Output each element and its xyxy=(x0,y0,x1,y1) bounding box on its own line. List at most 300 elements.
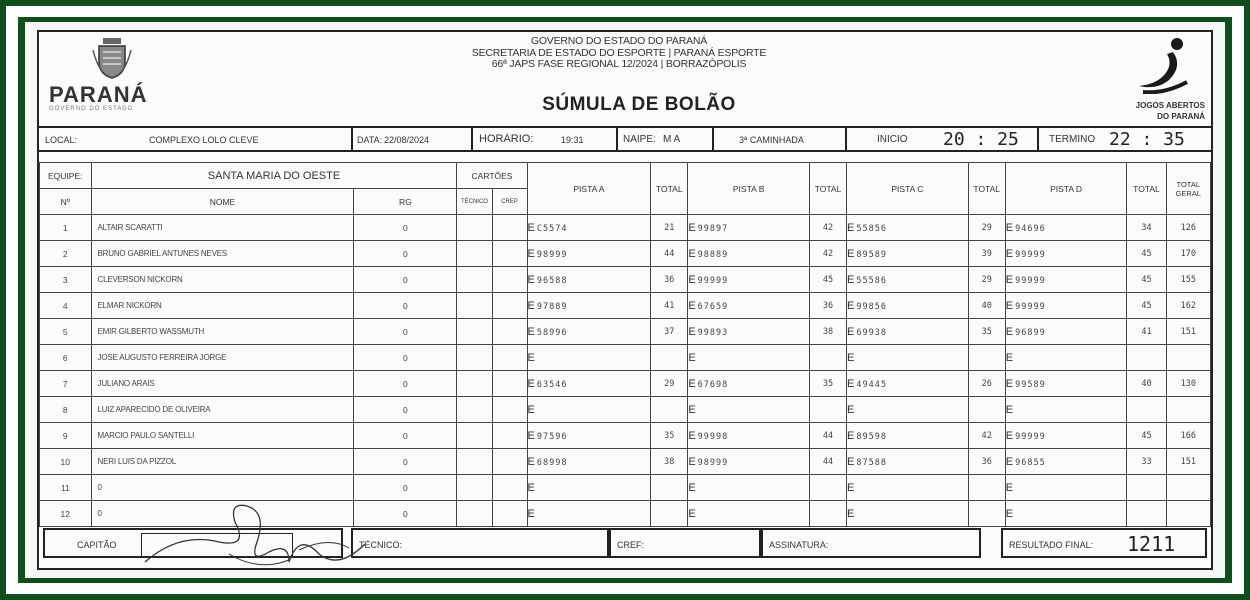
player-name: MARCIO PAULO SANTELLI xyxy=(91,423,354,449)
pista-d-frames: 96899 xyxy=(1015,327,1046,338)
player-number: 3 xyxy=(40,267,92,293)
player-rg: 0 xyxy=(354,215,457,241)
scoresheet xyxy=(37,30,1213,570)
pista-b-header: PISTA B xyxy=(688,163,810,215)
pista-d-total: 45 xyxy=(1127,267,1166,293)
logo-wordmark: PARANÁ xyxy=(49,82,148,107)
pista-b-scores xyxy=(688,371,810,397)
horario-label: HORÁRIO: xyxy=(479,133,534,145)
info-bar xyxy=(39,126,1211,152)
athlete-icon xyxy=(1133,36,1193,94)
lane-marker: E xyxy=(1005,481,1015,494)
pista-a-total: 44 xyxy=(651,241,688,267)
pista-a-total: 35 xyxy=(651,423,688,449)
local-label: LOCAL: xyxy=(45,135,78,145)
card-crep-cell xyxy=(492,397,527,423)
pista-a-total: 29 xyxy=(651,371,688,397)
player-row xyxy=(40,397,1211,423)
player-name: JULIANO ARAIS xyxy=(91,371,354,397)
lane-marker: E xyxy=(1005,351,1015,364)
pista-a-frames: 58996 xyxy=(536,327,568,338)
player-row xyxy=(40,293,1211,319)
pista-b-total: 35 xyxy=(809,371,846,397)
tecnico-box xyxy=(351,528,609,558)
player-name: NERI LUIS DA PIZZOL xyxy=(91,449,354,475)
lane-marker: E xyxy=(1005,273,1015,286)
card-tecnico-cell xyxy=(457,293,492,319)
pista-b-scores xyxy=(688,475,810,501)
lane-marker: E xyxy=(1005,403,1015,416)
table-header-row-1 xyxy=(40,163,1211,189)
pista-a-scores xyxy=(527,371,651,397)
pista-d-total: 45 xyxy=(1127,293,1166,319)
pista-d-scores xyxy=(1005,241,1127,267)
cartoes-label: CARTÕES xyxy=(457,163,527,189)
lane-marker: E xyxy=(688,247,697,260)
player-row xyxy=(40,423,1211,449)
lane-marker: E xyxy=(527,403,536,416)
rg-header: RG xyxy=(354,189,457,215)
pista-a-frames: 96588 xyxy=(536,275,568,286)
player-rg: 0 xyxy=(354,475,457,501)
lane-marker: E xyxy=(527,221,536,234)
lane-marker: E xyxy=(688,377,697,390)
card-crep-cell xyxy=(492,371,527,397)
card-crep-cell xyxy=(492,241,527,267)
card-crep-cell xyxy=(492,449,527,475)
jogos-abertos-text: JOGOS ABERTOS DO PARANÁ xyxy=(1135,101,1205,121)
player-name: ELMAR NICKORN xyxy=(91,293,354,319)
pista-c-frames: 49445 xyxy=(856,379,887,390)
pista-d-total xyxy=(1127,345,1166,371)
sheet-header xyxy=(399,36,839,71)
pista-d-frames: 99999 xyxy=(1015,301,1046,312)
pista-b-total: 36 xyxy=(809,293,846,319)
total-geral: 162 xyxy=(1166,293,1210,319)
player-row xyxy=(40,215,1211,241)
signature-scribble xyxy=(139,492,369,572)
total-b-header: TOTAL xyxy=(809,163,846,215)
pista-c-scores xyxy=(847,215,969,241)
pista-b-scores xyxy=(688,397,810,423)
pista-c-frames: 69938 xyxy=(856,327,887,338)
total-geral-header: TOTAL GERAL xyxy=(1166,163,1210,215)
termino-value: 22 : 35 xyxy=(1109,129,1185,150)
pista-b-total xyxy=(809,397,846,423)
lane-marker: E xyxy=(1005,377,1015,390)
card-crep-cell xyxy=(492,423,527,449)
player-number: 12 xyxy=(40,501,92,527)
pista-b-frames: 99998 xyxy=(697,431,729,442)
pista-b-frames: 98999 xyxy=(697,457,729,468)
total-geral: 130 xyxy=(1166,371,1210,397)
card-tecnico-cell xyxy=(457,475,492,501)
player-number: 1 xyxy=(40,215,92,241)
local-value: COMPLEXO LOLO CLEVE xyxy=(149,135,259,145)
pista-a-scores xyxy=(527,449,651,475)
card-tecnico-cell xyxy=(457,215,492,241)
header-line-3: 66ª JAPS FASE REGIONAL 12/2024 | BORRAZÓPOLIS xyxy=(491,58,747,70)
player-row xyxy=(40,241,1211,267)
jogos-abertos-logo xyxy=(1097,36,1207,128)
player-rg: 0 xyxy=(354,397,457,423)
pista-a-total xyxy=(651,397,688,423)
resultado-label: RESULTADO FINAL: xyxy=(1009,540,1094,550)
naipe-label: NAIPE: xyxy=(623,134,656,145)
lane-marker: E xyxy=(847,325,856,338)
inicio-label: INÍCIO xyxy=(877,134,908,145)
lane-marker: E xyxy=(527,299,536,312)
player-number: 9 xyxy=(40,423,92,449)
pista-a-frames: 63546 xyxy=(536,379,568,390)
player-rg: 0 xyxy=(354,501,457,527)
player-name: JOSE AUGUSTO FERREIRA JORGE xyxy=(91,345,354,371)
lane-marker: E xyxy=(688,507,697,520)
lane-marker: E xyxy=(527,247,536,260)
pista-d-scores xyxy=(1005,397,1127,423)
pista-a-frames: 68998 xyxy=(536,457,568,468)
card-tecnico-cell xyxy=(457,397,492,423)
player-rg: 0 xyxy=(354,371,457,397)
pista-a-total: 38 xyxy=(651,449,688,475)
equipe-value: SANTA MARIA DO OESTE xyxy=(91,163,457,189)
pista-c-frames: 87588 xyxy=(856,457,887,468)
lane-marker: E xyxy=(1005,325,1015,338)
pista-c-total: 29 xyxy=(968,215,1005,241)
player-number: 5 xyxy=(40,319,92,345)
player-number: 8 xyxy=(40,397,92,423)
pista-d-scores xyxy=(1005,423,1127,449)
player-row xyxy=(40,267,1211,293)
pista-b-total xyxy=(809,345,846,371)
card-crep-cell xyxy=(492,293,527,319)
total-geral: 126 xyxy=(1166,215,1210,241)
pista-c-scores xyxy=(847,319,969,345)
pista-c-total xyxy=(968,397,1005,423)
total-d-header: TOTAL xyxy=(1127,163,1166,215)
player-number: 11 xyxy=(40,475,92,501)
caminhada-value: 3ª CAMINHADA xyxy=(739,135,804,145)
pista-b-frames: 98889 xyxy=(697,249,729,260)
pista-b-total: 42 xyxy=(809,215,846,241)
player-row xyxy=(40,449,1211,475)
pista-d-frames: 99999 xyxy=(1015,275,1046,286)
lane-marker: E xyxy=(527,507,536,520)
assinatura-label: ASSINATURA: xyxy=(769,540,829,550)
pista-c-scores xyxy=(847,371,969,397)
scoresheet-paper xyxy=(25,22,1225,578)
player-number: 6 xyxy=(40,345,92,371)
pista-d-total: 34 xyxy=(1127,215,1166,241)
pista-a-total xyxy=(651,345,688,371)
pista-b-scores xyxy=(688,267,810,293)
lane-marker: E xyxy=(688,325,697,338)
pista-b-scores xyxy=(688,449,810,475)
pista-d-scores xyxy=(1005,215,1127,241)
pista-c-scores xyxy=(847,475,969,501)
lane-marker: E xyxy=(847,351,856,364)
pista-b-frames: 67698 xyxy=(697,379,729,390)
total-a-header: TOTAL xyxy=(651,163,688,215)
lane-marker: E xyxy=(1005,429,1015,442)
total-geral: 151 xyxy=(1166,319,1210,345)
pista-c-total: 40 xyxy=(968,293,1005,319)
player-rg: 0 xyxy=(354,423,457,449)
lane-marker: E xyxy=(688,221,697,234)
pista-d-scores xyxy=(1005,345,1127,371)
pista-a-total: 36 xyxy=(651,267,688,293)
pista-a-scores xyxy=(527,345,651,371)
pista-b-frames: 99893 xyxy=(697,327,729,338)
pista-b-total: 42 xyxy=(809,241,846,267)
pista-a-frames: 98999 xyxy=(536,249,568,260)
lane-marker: E xyxy=(1005,455,1015,468)
pista-d-frames: 94696 xyxy=(1015,223,1046,234)
lane-marker: E xyxy=(527,455,536,468)
pista-c-frames: 89589 xyxy=(856,249,887,260)
lane-marker: E xyxy=(527,377,536,390)
pista-c-header: PISTA C xyxy=(847,163,969,215)
pista-b-total: 44 xyxy=(809,449,846,475)
pista-d-frames: 99999 xyxy=(1015,431,1046,442)
lane-marker: E xyxy=(1005,507,1015,520)
pista-c-scores xyxy=(847,449,969,475)
data-label: DATA: xyxy=(357,135,383,145)
horario-value: 19:31 xyxy=(561,135,584,145)
player-row xyxy=(40,371,1211,397)
pista-c-frames: 89598 xyxy=(856,431,887,442)
pista-b-frames: 99897 xyxy=(697,223,729,234)
pista-c-total: 26 xyxy=(968,371,1005,397)
coat-of-arms-icon xyxy=(91,36,133,80)
lane-marker: E xyxy=(688,481,697,494)
player-name: CLEVERSON NICKORN xyxy=(91,267,354,293)
player-name: ALTAIR SCARATTI xyxy=(91,215,354,241)
pista-b-frames: 99999 xyxy=(697,275,729,286)
card-crep-cell xyxy=(492,319,527,345)
player-row xyxy=(40,319,1211,345)
lane-marker: E xyxy=(527,481,536,494)
total-geral: 155 xyxy=(1166,267,1210,293)
pista-c-total: 29 xyxy=(968,267,1005,293)
pista-d-scores xyxy=(1005,293,1127,319)
pista-d-frames: 99589 xyxy=(1015,379,1046,390)
player-name: 0 xyxy=(91,501,354,527)
player-rg: 0 xyxy=(354,345,457,371)
total-geral xyxy=(1166,397,1210,423)
pista-a-frames: C5574 xyxy=(536,223,568,234)
logo-subtitle: GOVERNO DO ESTADO xyxy=(49,106,134,112)
pista-a-scores xyxy=(527,293,651,319)
pista-a-total: 21 xyxy=(651,215,688,241)
player-number: 10 xyxy=(40,449,92,475)
pista-c-scores xyxy=(847,423,969,449)
pista-c-total xyxy=(968,475,1005,501)
pista-d-frames: 96855 xyxy=(1015,457,1046,468)
pista-c-scores xyxy=(847,397,969,423)
player-number: 2 xyxy=(40,241,92,267)
pista-d-total xyxy=(1127,397,1166,423)
tecnico-label: TÉCNICO: xyxy=(359,540,403,550)
pista-a-total: 41 xyxy=(651,293,688,319)
pista-d-scores xyxy=(1005,449,1127,475)
termino-label: TERMINO xyxy=(1049,134,1096,145)
pista-c-scores xyxy=(847,241,969,267)
pista-b-scores xyxy=(688,215,810,241)
card-crep-cell xyxy=(492,267,527,293)
lane-marker: E xyxy=(847,221,856,234)
parana-logo xyxy=(49,36,189,124)
player-rg: 0 xyxy=(354,267,457,293)
card-tecnico-cell xyxy=(457,423,492,449)
lane-marker: E xyxy=(1005,299,1015,312)
score-table xyxy=(39,162,1211,527)
lane-marker: E xyxy=(847,273,856,286)
player-number: 4 xyxy=(40,293,92,319)
card-tecnico-cell xyxy=(457,449,492,475)
pista-c-total: 35 xyxy=(968,319,1005,345)
pista-a-header: PISTA A xyxy=(527,163,651,215)
lane-marker: E xyxy=(527,325,536,338)
no-header: Nº xyxy=(40,189,92,215)
card-tecnico-cell xyxy=(457,241,492,267)
pista-d-scores xyxy=(1005,371,1127,397)
pista-b-total: 44 xyxy=(809,423,846,449)
pista-d-total: 33 xyxy=(1127,449,1166,475)
pista-a-frames: 97596 xyxy=(536,431,568,442)
pista-d-total: 45 xyxy=(1127,423,1166,449)
card-crep-cell xyxy=(492,475,527,501)
pista-a-scores xyxy=(527,215,651,241)
lane-marker: E xyxy=(847,403,856,416)
pista-c-frames: 55856 xyxy=(856,223,887,234)
inicio-value: 20 : 25 xyxy=(943,129,1019,150)
pista-c-total: 36 xyxy=(968,449,1005,475)
resultado-box xyxy=(1001,528,1207,558)
lane-marker: E xyxy=(688,455,697,468)
lane-marker: E xyxy=(527,429,536,442)
pista-c-total: 39 xyxy=(968,241,1005,267)
tecnico-card-header: TÉCNICO xyxy=(457,189,492,215)
pista-d-total xyxy=(1127,475,1166,501)
card-tecnico-cell xyxy=(457,345,492,371)
lane-marker: E xyxy=(1005,221,1015,234)
pista-b-scores xyxy=(688,319,810,345)
total-geral: 166 xyxy=(1166,423,1210,449)
pista-d-total: 41 xyxy=(1127,319,1166,345)
player-name: EMIR GILBERTO WASSMUTH xyxy=(91,319,354,345)
pista-c-total: 42 xyxy=(968,423,1005,449)
pista-a-frames: 97889 xyxy=(536,301,568,312)
pista-a-scores xyxy=(527,475,651,501)
header-line-2: SECRETARIA DE ESTADO DO ESPORTE | PARANÁ ESPORTE xyxy=(471,46,767,59)
resultado-value: 1211 xyxy=(1127,532,1176,556)
pista-b-scores xyxy=(688,423,810,449)
card-tecnico-cell xyxy=(457,371,492,397)
card-crep-cell xyxy=(492,345,527,371)
lane-marker: E xyxy=(688,273,697,286)
pista-d-scores xyxy=(1005,475,1127,501)
pista-c-scores xyxy=(847,267,969,293)
pista-b-scores xyxy=(688,345,810,371)
pista-b-total: 45 xyxy=(809,267,846,293)
lane-marker: E xyxy=(688,403,697,416)
lane-marker: E xyxy=(688,299,697,312)
pista-d-total: 40 xyxy=(1127,371,1166,397)
pista-c-total xyxy=(968,345,1005,371)
assinatura-box xyxy=(761,528,981,558)
header-line-1: GOVERNO DO ESTADO DO PARANÁ xyxy=(530,35,708,47)
player-row xyxy=(40,345,1211,371)
total-geral: 151 xyxy=(1166,449,1210,475)
lane-marker: E xyxy=(688,429,697,442)
pista-a-scores xyxy=(527,423,651,449)
player-rg: 0 xyxy=(354,449,457,475)
lane-marker: E xyxy=(1005,247,1015,260)
lane-marker: E xyxy=(847,299,856,312)
player-rg: 0 xyxy=(354,293,457,319)
cref-box xyxy=(609,528,761,558)
lane-marker: E xyxy=(847,507,856,520)
pista-b-scores xyxy=(688,293,810,319)
pista-d-scores xyxy=(1005,267,1127,293)
pista-c-frames: 99856 xyxy=(856,301,887,312)
total-geral xyxy=(1166,345,1210,371)
pista-d-header: PISTA D xyxy=(1005,163,1127,215)
player-rg: 0 xyxy=(354,319,457,345)
player-name: LUIZ APARECIDO DE OLIVEIRA xyxy=(91,397,354,423)
pista-a-scores xyxy=(527,241,651,267)
lane-marker: E xyxy=(847,481,856,494)
total-geral xyxy=(1166,475,1210,501)
pista-c-scores xyxy=(847,345,969,371)
player-rg: 0 xyxy=(354,241,457,267)
cref-label: CREF: xyxy=(617,540,644,550)
sheet-title: SÚMULA DE BOLÃO xyxy=(542,94,736,115)
pista-a-scores xyxy=(527,319,651,345)
lane-marker: E xyxy=(688,351,697,364)
pista-b-total xyxy=(809,475,846,501)
lane-marker: E xyxy=(847,429,856,442)
card-tecnico-cell xyxy=(457,319,492,345)
card-crep-cell xyxy=(492,215,527,241)
naipe-value: M A xyxy=(663,134,681,145)
data-value: 22/08/2024 xyxy=(384,135,430,145)
equipe-label: EQUIPE: xyxy=(40,163,92,189)
lane-marker: E xyxy=(847,455,856,468)
total-geral: 170 xyxy=(1166,241,1210,267)
total-c-header: TOTAL xyxy=(968,163,1005,215)
card-tecnico-cell xyxy=(457,267,492,293)
pista-b-total: 38 xyxy=(809,319,846,345)
player-name: BRUNO GABRIEL ANTUNES NEVES xyxy=(91,241,354,267)
pista-d-scores xyxy=(1005,319,1127,345)
player-number: 7 xyxy=(40,371,92,397)
pista-c-scores xyxy=(847,293,969,319)
lane-marker: E xyxy=(847,247,856,260)
crep-card-header: CREP xyxy=(492,189,527,215)
pista-a-total xyxy=(651,475,688,501)
pista-a-total: 37 xyxy=(651,319,688,345)
lane-marker: E xyxy=(527,273,536,286)
pista-a-scores xyxy=(527,267,651,293)
pista-b-frames: 67659 xyxy=(697,301,729,312)
lane-marker: E xyxy=(847,377,856,390)
pista-b-scores xyxy=(688,241,810,267)
nome-header: NOME xyxy=(91,189,354,215)
player-name: 0 xyxy=(91,475,354,501)
pista-d-total: 45 xyxy=(1127,241,1166,267)
